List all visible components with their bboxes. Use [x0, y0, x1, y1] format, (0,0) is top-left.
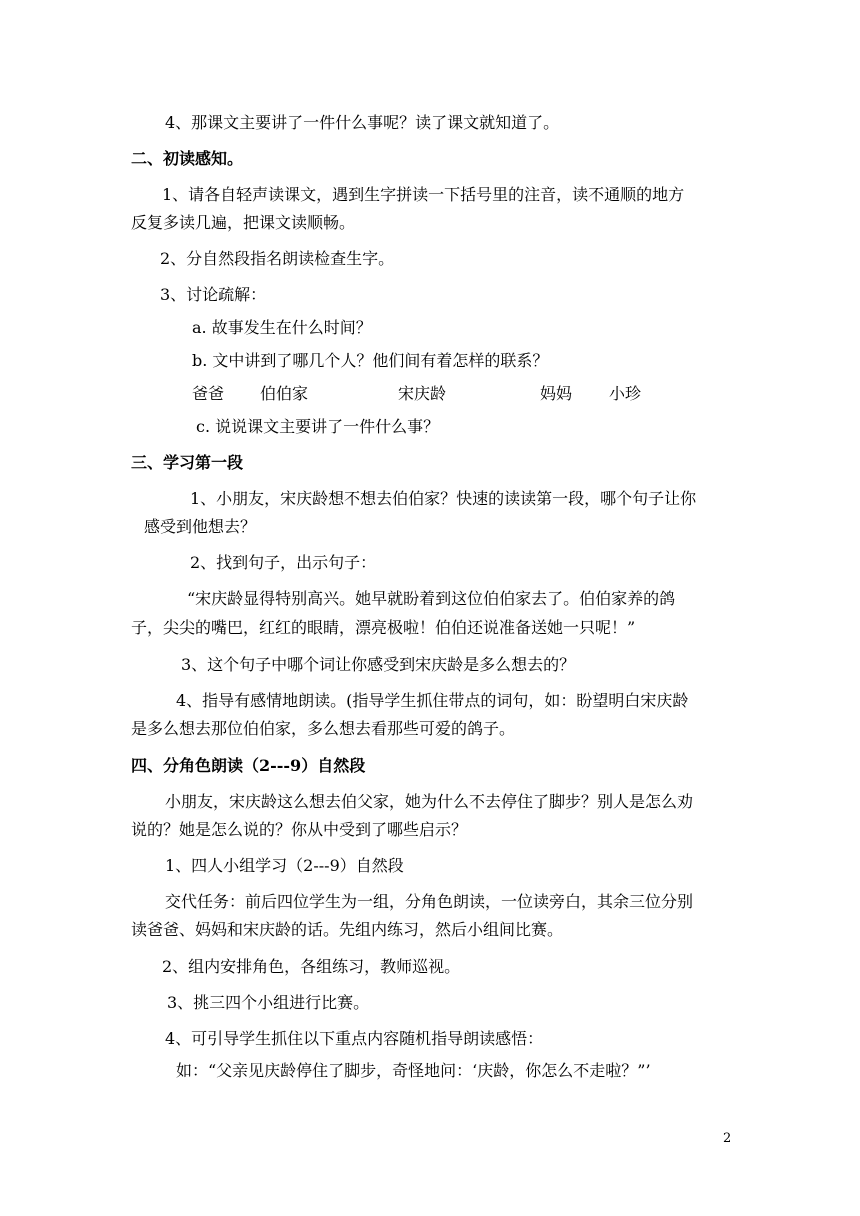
person-label: 小珍	[609, 384, 642, 403]
text-line: 2、分自然段指名朗读检查生字。	[160, 249, 395, 268]
section-heading: 四、分角色朗读（2---9）自然段	[131, 756, 366, 775]
text-line: 4、那课文主要讲了一件什么事呢？读了课文就知道了。	[165, 113, 560, 132]
text-line: 4、可引导学生抓住以下重点内容随机指导朗读感悟：	[165, 1029, 544, 1048]
text-line: 1、四人小组学习（2---9）自然段	[165, 856, 404, 875]
text-line: 反复多读几遍，把课文读顺畅。	[131, 213, 356, 232]
text-line: 交代任务：前后四位学生为一组，分角色朗读，一位读旁白，其余三位分别	[165, 892, 694, 911]
text-line: 4、指导有感情地朗读。(指导学生抓住带点的词句，如：盼望明白宋庆龄	[176, 691, 689, 710]
text-line: b. 文中讲到了哪几个人？他们间有着怎样的联系？	[192, 351, 549, 370]
text-line: 感受到他想去？	[144, 517, 257, 536]
text-line: 说的？她是怎么说的？你从中受到了哪些启示？	[131, 820, 468, 839]
quote-line: 子，尖尖的嘴巴，红红的眼睛，漂亮极啦！伯伯还说准备送她一只呢！”	[131, 618, 636, 637]
person-label: 妈妈	[540, 384, 573, 403]
text-line: 2、找到句子，出示句子：	[190, 553, 377, 572]
text-line: 2、组内安排角色，各组练习，教师巡视。	[162, 957, 461, 976]
text-line: 3、这个句子中哪个词让你感受到宋庆龄是多么想去的？	[181, 655, 576, 674]
text-line: 3、讨论疏解：	[160, 285, 267, 304]
text-line: 1、请各自轻声读课文，遇到生字拼读一下括号里的注音，读不通顺的地方	[162, 185, 685, 204]
quote-line: “宋庆龄显得特别高兴。她早就盼着到这位伯伯家去了。伯伯家养的鸽	[187, 589, 676, 608]
page-number: 2	[723, 1131, 732, 1146]
text-line: 读爸爸、妈妈和宋庆龄的话。先组内练习，然后小组间比赛。	[131, 920, 564, 939]
section-heading: 二、初读感知。	[131, 149, 244, 168]
person-label: 爸爸	[192, 384, 225, 403]
text-line: a. 故事发生在什么时间？	[192, 318, 372, 337]
text-line: 如：“父亲见庆龄停住了脚步，奇怪地问：‘庆龄，你怎么不走啦？”’	[176, 1061, 651, 1080]
section-heading: 三、学习第一段	[131, 453, 244, 472]
person-label: 伯伯家	[260, 384, 309, 403]
text-line: 1、小朋友，宋庆龄想不想去伯伯家？快速的读读第一段，哪个句子让你	[190, 489, 697, 508]
text-line: 小朋友，宋庆龄这么想去伯父家，她为什么不去停住了脚步？别人是怎么劝	[165, 792, 694, 811]
text-line: 3、挑三四个小组进行比赛。	[167, 993, 370, 1012]
text-line: 是多么想去那位伯伯家，多么想去看那些可爱的鸽子。	[131, 719, 516, 738]
text-line: c. 说说课文主要讲了一件什么事？	[196, 417, 440, 436]
person-label: 宋庆龄	[398, 384, 447, 403]
